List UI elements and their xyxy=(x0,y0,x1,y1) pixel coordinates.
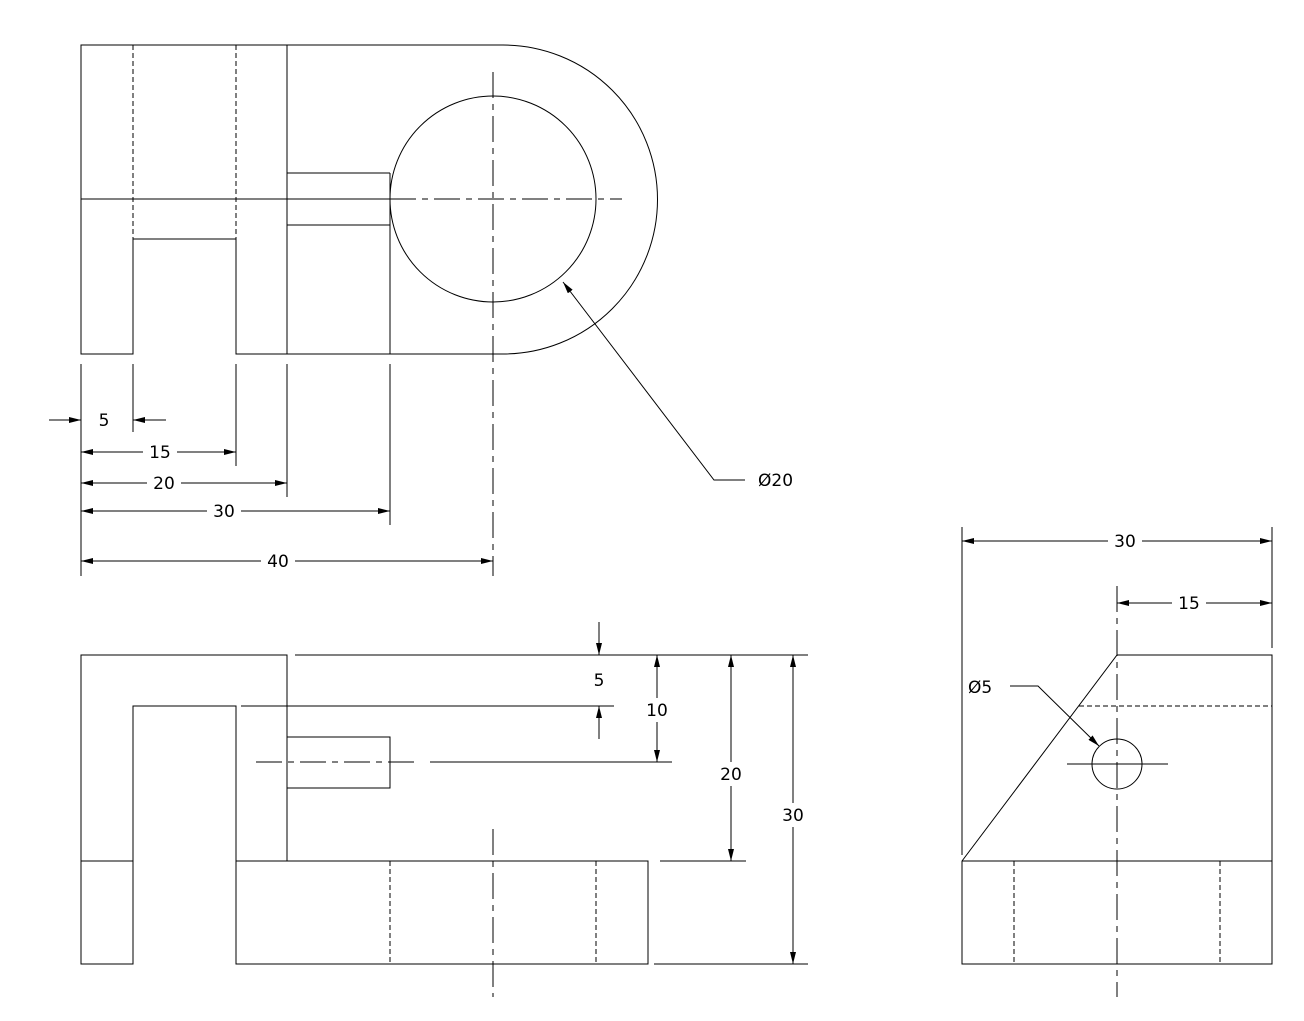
dimension-label: 5 xyxy=(593,671,605,691)
front-view xyxy=(81,622,808,997)
dimension-label: 15 xyxy=(149,443,171,463)
side-view xyxy=(962,527,1272,997)
leader-line xyxy=(1010,686,1099,746)
dimension-label: 30 xyxy=(213,502,235,522)
dimension-label: 15 xyxy=(1178,594,1200,614)
hole-callout: Ø20 xyxy=(758,471,794,491)
top-view xyxy=(49,45,793,576)
dimension-label: 40 xyxy=(267,552,289,572)
leader-line xyxy=(563,282,745,480)
front-view-outline xyxy=(81,655,648,964)
dimension-label: 5 xyxy=(98,411,110,431)
dimension-label: 30 xyxy=(782,806,804,826)
dimension-label: 30 xyxy=(1114,532,1136,552)
hole-callout: Ø5 xyxy=(968,678,993,698)
dimension-label: 20 xyxy=(153,474,175,494)
dimension-label: 10 xyxy=(646,701,668,721)
dimension-label: 20 xyxy=(720,765,742,785)
